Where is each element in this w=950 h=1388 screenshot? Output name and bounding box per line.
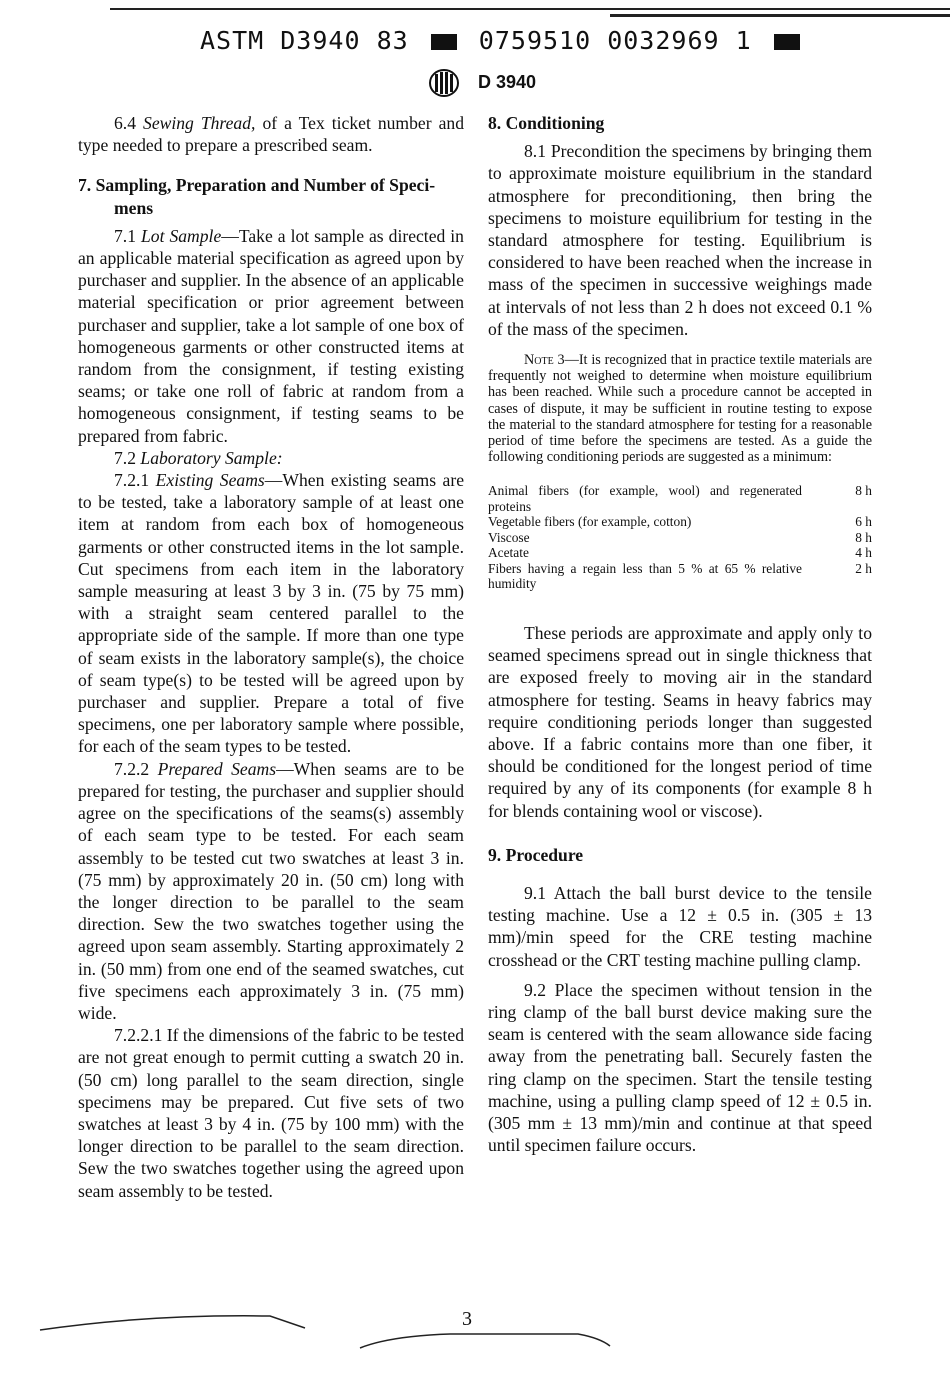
conditioning-periods-table bbox=[488, 483, 872, 592]
paragraph-8-1: 8.1 Precondition the specimens by bringing them to approximate moisture equilibrium in the standard atmosphere for preconditioning, then bring the specimens to moisture equilibrium for testing in the standard atmosphere for testing. Equilibrium is considered to have been reached when the increase in mass of the specimen in successive weighings made at intervals of not less than 2 h does not exceed 0.1 % of the mass of the specimen. bbox=[488, 141, 872, 339]
paragraph-6-4: 6.4 Sewing Thread, of a Tex ticket number and type needed to prepare a prescribed seam. bbox=[78, 113, 464, 156]
conditioning-material: Vegetable fibers (for example, cotton) bbox=[488, 514, 692, 530]
scan-top-rule bbox=[110, 8, 950, 10]
conditioning-material: Fibers having a regain less than 5 % at 65 % relative humidity bbox=[488, 560, 802, 592]
paragraph-7-2-2: 7.2.2 Prepared Seams—When seams are to be prepared for testing, the purchaser and supplier should agree on the specifications of the seams(s) assembly of each seam type to be tested. For each seam assembly to be tested cut two swatches at least 3 in. (75 mm) by approximately 20 in. (50 cm) long with the longer direction to be parallel to the seam direction. Sew the two swatches together using the agreed upon seam assembly. Starting approximately 2 in. (50 mm) from one end of the seamed swatches, cut five specimens each approximately 3 in. (75 mm) wide. bbox=[78, 758, 464, 1023]
section-8-heading: 8. Conditioning bbox=[488, 113, 605, 133]
paragraph-7-2-2-1: 7.2.2.1 If the dimensions of the fabric to be tested are not great enough to permit cutting a swatch 20 in. (50 cm) long parallel to the seam direction, single specimens may be prepared. Cut five sets of two swatches at least 3 by 4 in. (75 by 100 mm) with the longer direction to be parallel to the seam direction. Sew the two swatches together using the agreed upon seam assembly to be tested. bbox=[78, 1025, 464, 1201]
paragraph-9-1: 9.1 Attach the ball burst device to the tensile testing machine. Use a 12 ± 0.5 in. (305 ± 13 mm)/min speed for the CRE testing machine crosshead or the CRT testing machine pulling clamp. bbox=[488, 882, 872, 970]
conditioning-material: Viscose bbox=[488, 529, 530, 545]
conditioning-row bbox=[488, 514, 872, 530]
paragraph-7-2: 7.2 Laboratory Sample: bbox=[114, 447, 283, 468]
conditioning-period: 8 h bbox=[855, 483, 872, 499]
code-right: 0759510 0032969 1 bbox=[478, 26, 752, 55]
paragraph-7-1: 7.1 Lot Sample—Take a lot sample as directed in an applicable material specification as agreed upon by purchaser and supplier. In the absence of an applicable material specification or prior agreement between purchaser and supplier, take a lot sample of one box of homogeneous garments or other constructed items at random from the consignment, if testing existing seams; or take one roll of fabric at random from a homogeneous consignment, if testing seams to be prepared from fabric. bbox=[78, 225, 464, 446]
conditioning-row bbox=[488, 561, 872, 592]
note-3: Note 3—It is recognized that in practice textile materials are frequently not weighed to determine when moisture equilibrium has been reached. While such a procedure cannot be accepted in cases of dispute, it may be sufficient in routine testing to expose the material to the standard atmosphere for testing for a reasonable period of time before the specimens are tested. As a guide the following conditioning periods are suggested as a minimum: bbox=[488, 352, 872, 466]
code-left: ASTM D3940 83 bbox=[200, 26, 409, 55]
black-block-mark bbox=[774, 34, 800, 50]
conditioning-material: Animal fibers (for example, wool) and regenerated proteins bbox=[488, 483, 802, 514]
section-9-heading: 9. Procedure bbox=[488, 844, 584, 865]
black-block-mark bbox=[431, 34, 457, 50]
conditioning-row bbox=[488, 483, 872, 514]
paragraph-periods: These periods are approximate and apply only to seamed specimens spread out in single thickness that are exposed freely to moving air in the standard atmosphere for testing. Seams in heavy fabrics may require conditioning periods longer than suggested above. If a fabric contains more than one fiber, it should be conditioned for the longest period of time required by any of its components (for example 8 h for blends containing wool or viscose). bbox=[488, 622, 872, 821]
conditioning-period: 4 h bbox=[855, 545, 872, 561]
paragraph-9-2: 9.2 Place the specimen without tension in the ring clamp of the ball burst device making sure the seam is centered with the seam allowance side facing away from the penetrating ball. Securely fasten the ring clamp on the specimen. Start the tensile testing machine, using a pulling clamp speed of 12 ± 0.5 in. (305 mm ± 13 mm)/min and continue at that speed until specimen failure occurs. bbox=[488, 979, 872, 1156]
conditioning-period: 8 h bbox=[855, 529, 872, 545]
left-column bbox=[78, 112, 464, 1202]
scan-artifact-curves bbox=[30, 1300, 930, 1360]
conditioning-material: Acetate bbox=[488, 545, 529, 561]
document-code-header bbox=[200, 26, 806, 55]
scan-top-rule-thick bbox=[610, 14, 950, 17]
conditioning-row bbox=[488, 545, 872, 561]
conditioning-row bbox=[488, 530, 872, 546]
conditioning-period: 2 h bbox=[855, 560, 872, 576]
page-number: 3 bbox=[462, 1308, 472, 1330]
standard-designation: D 3940 bbox=[478, 72, 537, 92]
astm-logo-icon bbox=[428, 68, 460, 98]
right-column bbox=[488, 112, 872, 1156]
conditioning-period: 6 h bbox=[855, 514, 872, 530]
section-7-heading: 7. Sampling, Preparation and Number of Speci- mens bbox=[78, 175, 436, 218]
paragraph-7-2-1: 7.2.1 Existing Seams—When existing seams are to be tested, take a laboratory sample of at least one item at random from each box of homogeneous garments or other constructed items in the lot sample. Cut specimens from each item in the laboratory sample measuring at least 3 by 3 in. (75 by 75 mm) with a straight seam centered parallel to the appropriate side of the sample. If more than one type of seam exists in the laboratory sample(s), the choice of seam type(s) to be tested will be agreed upon by purchaser and supplier. Prepare a total of five specimens, one per laboratory sample where possible, for each of the seam types to be tested. bbox=[78, 470, 465, 757]
